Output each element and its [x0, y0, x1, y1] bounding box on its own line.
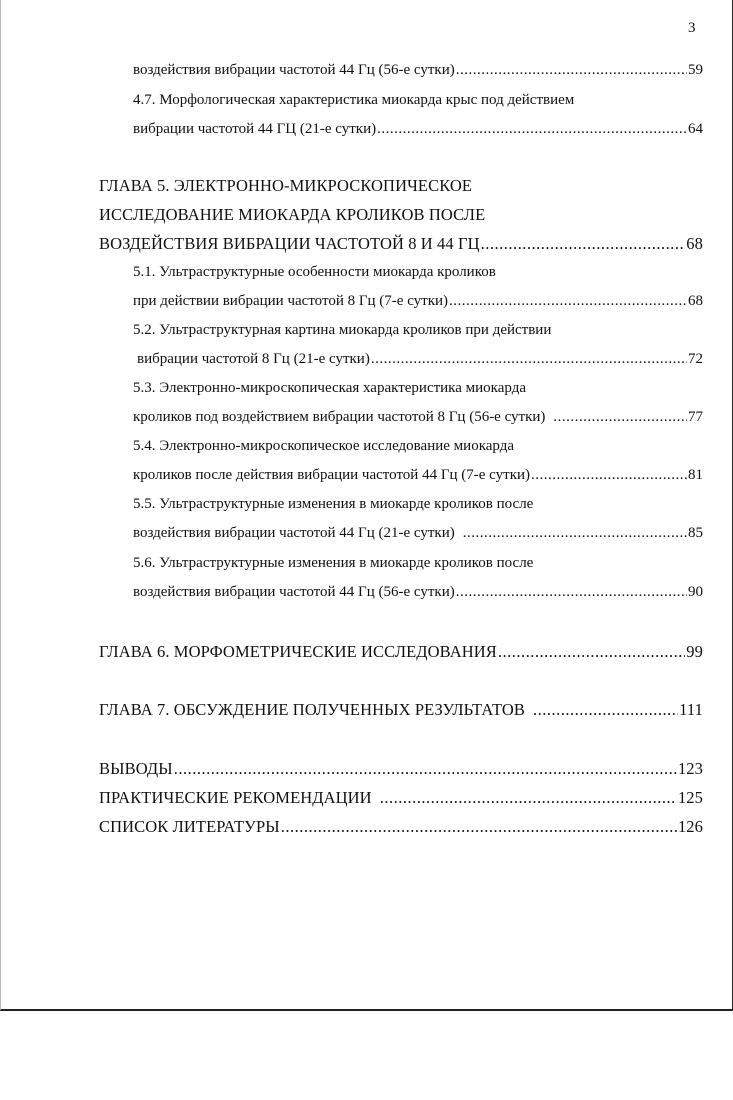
toc-recommendations [99, 788, 703, 808]
toc-page-number: 99 [686, 642, 703, 661]
toc-chapter-5-line2: ИССЛЕДОВАНИЕ МИОКАРДА КРОЛИКОВ ПОСЛЕ [99, 205, 486, 224]
toc-entry-5-5-title: 5.5. Ультраструктурные изменения в миокарде кроликов после [133, 496, 534, 512]
toc-page-number: 126 [677, 817, 703, 836]
toc-entry-5-2 [137, 351, 703, 368]
toc-conclusions [99, 759, 703, 779]
toc-leader-dots [463, 525, 687, 542]
toc-entry-4-7-title: 4.7. Морфологическая характеристика миокарда крыс под действием [133, 92, 575, 108]
toc-entry-text: ПРАКТИЧЕСКИЕ РЕКОМЕНДАЦИИ [99, 788, 372, 807]
toc-entry-text: кроликов после действия вибрации частотой 44 Гц (7-е сутки) [133, 467, 531, 483]
toc-leader-dots [456, 62, 687, 79]
toc-entry-5-4-title: 5.4. Электронно-микроскопическое исследование миокарда [133, 438, 514, 454]
toc-entry-5-5 [133, 525, 703, 542]
toc-entry-4-7 [133, 121, 703, 138]
toc-entry-text: воздействия вибрации частотой 44 Гц (56-е сутки) [133, 62, 455, 78]
toc-entry-text: ВЫВОДЫ [99, 759, 173, 778]
toc-entry-text: ГЛАВА 6. МОРФОМЕТРИЧЕСКИЕ ИССЛЕДОВАНИЯ [99, 642, 497, 661]
toc-page-number: 77 [688, 409, 703, 425]
toc-leader-dots [371, 351, 687, 368]
toc-page-number: 123 [677, 759, 703, 778]
toc-leader-dots [449, 293, 687, 310]
toc-entry-5-3-title: 5.3. Электронно-микроскопическая характеристика миокарда [133, 380, 526, 396]
toc-leader-dots [174, 759, 677, 779]
toc-leader-dots [380, 788, 677, 808]
toc-entry-text: воздействия вибрации частотой 44 Гц (21-е сутки) [133, 525, 455, 541]
toc-chapter-6 [99, 642, 703, 662]
toc-entry-text: вибрации частотой 44 ГЦ (21-е сутки) [133, 121, 377, 137]
toc-page-number: 72 [688, 351, 703, 367]
toc-page-number: 85 [688, 525, 703, 541]
toc-entry-5-2-title: 5.2. Ультраструктурная картина миокарда кроликов при действии [133, 322, 552, 338]
toc-entry-5-1-title: 5.1. Ультраструктурные особенности миокарда кроликов [133, 264, 496, 280]
toc-entry-text: вибрации частотой 8 Гц (21-е сутки) [137, 351, 370, 367]
toc-page-number: 68 [686, 234, 703, 253]
toc-page-number: 125 [677, 788, 703, 807]
toc-leader-dots [281, 817, 677, 837]
toc-page-number: 68 [688, 293, 703, 309]
toc-leader-dots [456, 584, 687, 601]
toc-page-number: 111 [679, 700, 703, 719]
toc-chapter-7 [99, 700, 703, 720]
toc-page-number: 64 [688, 121, 703, 137]
toc-page-number: 90 [688, 584, 703, 600]
page-number: 3 [688, 20, 696, 36]
toc-page-number: 81 [688, 467, 703, 483]
toc-entry-5-4 [133, 467, 703, 484]
toc-leader-dots [481, 234, 686, 254]
toc-references [99, 817, 703, 837]
toc-entry-text: ВОЗДЕЙСТВИЯ ВИБРАЦИИ ЧАСТОТОЙ 8 И 44 ГЦ [99, 234, 480, 253]
toc-entry-text: СПИСОК ЛИТЕРАТУРЫ [99, 817, 280, 836]
toc-entry-4-6 [133, 62, 703, 79]
toc-entry-5-3 [133, 409, 703, 426]
toc-entry-5-6-title: 5.6. Ультраструктурные изменения в миокарде кроликов после [133, 555, 534, 571]
toc-leader-dots [377, 121, 687, 138]
toc-leader-dots [553, 409, 687, 426]
toc-entry-text: кроликов под воздействием вибрации частотой 8 Гц (56-е сутки) [133, 409, 546, 425]
toc-entry-text: ГЛАВА 7. ОБСУЖДЕНИЕ ПОЛУЧЕННЫХ РЕЗУЛЬТАТОВ [99, 700, 526, 719]
toc-entry-5-1 [133, 293, 703, 310]
toc-leader-dots [533, 700, 678, 720]
toc-chapter-5 [99, 234, 703, 254]
toc-leader-dots [498, 642, 685, 662]
toc-entry-text: при действии вибрации частотой 8 Гц (7-е сутки) [133, 293, 449, 309]
toc-page-number: 59 [688, 62, 703, 78]
toc-entry-5-6 [133, 584, 703, 601]
toc-chapter-5-line1: ГЛАВА 5. ЭЛЕКТРОННО-МИКРОСКОПИЧЕСКОЕ [99, 176, 473, 195]
toc-entry-text: воздействия вибрации частотой 44 Гц (56-е сутки) [133, 584, 455, 600]
toc-leader-dots [531, 467, 687, 484]
